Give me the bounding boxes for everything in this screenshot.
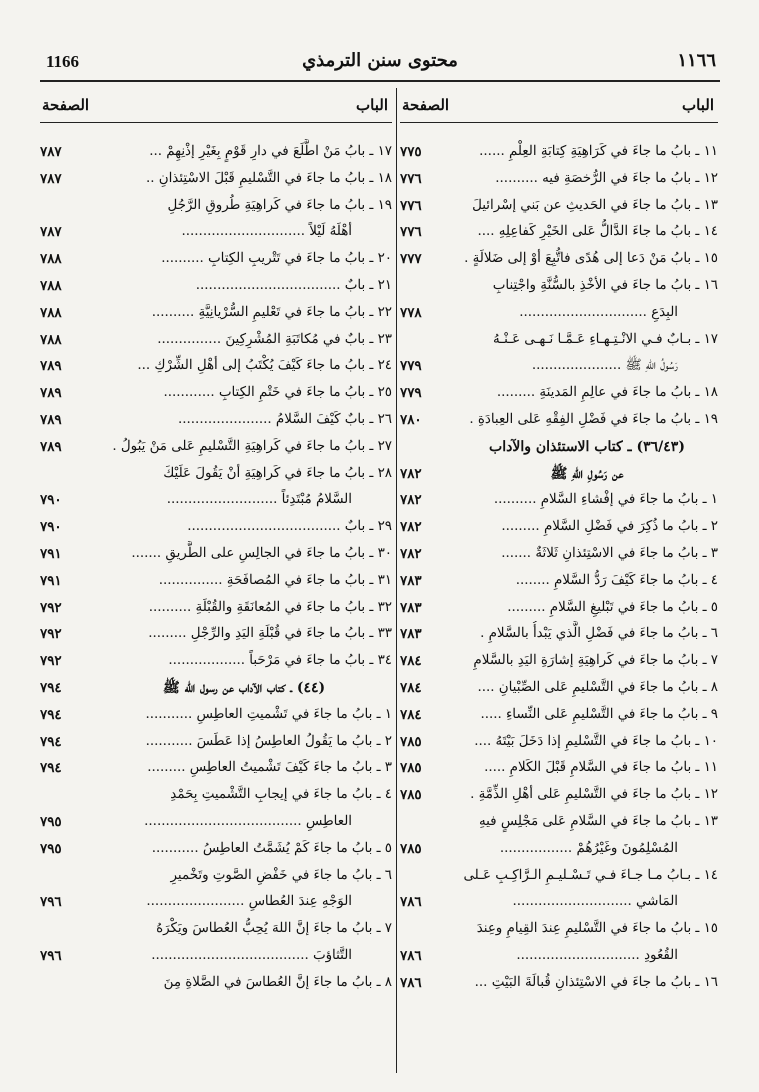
section-heading <box>400 461 718 488</box>
toc-entry <box>40 648 392 675</box>
page-header <box>40 48 720 82</box>
section-heading <box>400 434 718 461</box>
entry-page-number: ٧٨٥ <box>400 760 422 777</box>
toc-entry <box>400 863 718 890</box>
entry-title: ١٥ ـ بابُ ما جاءَ في التَّسْليمِ عِندَ القِيامِ وعِندَ <box>476 921 718 937</box>
toc-entry <box>40 193 392 220</box>
toc-entry <box>40 166 392 193</box>
entry-page-number: ٧٨٩ <box>40 385 62 402</box>
toc-entry <box>40 836 392 863</box>
toc-entry <box>400 514 718 541</box>
entry-title: ١٤ ـ بـابُ مـا جـاءَ فـي تَـسْـليـمِ الـرَّاكِـبِ عَـلى <box>463 867 718 883</box>
entry-page-number: ٧٩٢ <box>40 599 62 616</box>
entry-title: ١٣ ـ بابُ ما جاءَ في السَّلامِ عَلى مَجْلِسٍ فيهِ <box>478 813 718 829</box>
entry-title: ١٢ ـ بابُ ما جاءَ في التَّسْليمِ عَلى أهْلِ الذِّمَّةِ . <box>470 787 718 803</box>
toc-entry <box>40 809 392 836</box>
entry-title: ٣٣ ـ بابُ ما جاءَ في قُبْلَةِ اليَدِ والرِّجْلِ ......... <box>148 626 392 642</box>
toc-entry <box>400 487 718 514</box>
entry-title: ١ ـ بابُ ما جاءَ في تَشْميتِ العاطِسِ ........... <box>145 706 392 722</box>
entry-title: ١٧ ـ بابُ مَنْ اطَّلَعَ في دارِ قَوْمٍ بِغَيْرِ إذْنِهِمْ ... <box>149 144 392 159</box>
entry-title: ٥ ـ بابُ ما جاءَ كَمْ يُشَمَّتُ العاطِسُ ........... <box>151 840 392 856</box>
toc-entry <box>400 889 718 916</box>
entry-page-number: ٧٩٤ <box>40 679 62 696</box>
toc-entry <box>400 782 718 809</box>
column-header-page: الصفحة <box>402 96 450 114</box>
entry-title: ١١ ـ بابُ ما جاءَ في كَرَاهِيَةِ كِتابَةِ العِلْمِ ...... <box>479 144 718 159</box>
toc-entry <box>40 970 392 997</box>
entry-page-number: ٧٩٢ <box>40 653 62 670</box>
toc-entry <box>400 353 718 380</box>
running-title: محتوى سنن الترمذي <box>302 50 458 71</box>
column-header-bab: الباب <box>356 96 388 114</box>
entry-page-number: ٧٨٩ <box>40 438 62 455</box>
entry-title: ٢٨ ـ بابُ ما جاءَ في كَراهِيَةِ أنْ يَقُولَ عَلَيْكَ <box>163 465 392 481</box>
entry-page-number: ٧٧٩ <box>400 358 422 375</box>
entry-page-number: ٧٨٩ <box>40 411 62 428</box>
entry-title: ١٩ ـ بابُ ما جاءَ في فَضْلِ الفِقْهِ عَلى العِبادَةِ . <box>469 411 718 427</box>
right-column-header <box>400 88 718 123</box>
entry-page-number: ٧٧٦ <box>400 197 422 214</box>
toc-entry <box>400 595 718 622</box>
column-header-page: الصفحة <box>42 96 90 114</box>
entry-title: ٨ ـ بابُ ما جاءَ إنَّ العُطاسَ في الصَّلاةِ مِنَ <box>163 974 392 990</box>
entry-page-number: ٧٨٥ <box>400 733 422 750</box>
entry-page-number: ٧٨٧ <box>40 144 62 160</box>
entry-title: المُسْلِمُونَ وغَيْرُهُمْ ................. <box>499 840 678 856</box>
entry-title: العاطِسِ ..................................... <box>144 813 352 829</box>
entry-page-number: ٧٨٣ <box>400 626 422 643</box>
entry-title: السَّلامُ مُبْتَدِئاً .......................... <box>166 492 352 508</box>
entry-page-number: ٧٩٠ <box>40 492 62 509</box>
toc-entry <box>400 916 718 943</box>
toc-entry <box>40 729 392 756</box>
column-header-bab: الباب <box>682 96 714 114</box>
entry-title: (٣٦/٤٣) ـ كتاب الاستئذان والآداب <box>489 438 685 455</box>
entry-page-number: ٧٨٠ <box>400 411 422 428</box>
toc-entry <box>40 407 392 434</box>
toc-entry <box>40 702 392 729</box>
toc-entry <box>400 273 718 300</box>
toc-entry <box>40 916 392 943</box>
entry-title: ٤ ـ بابُ ما جاءَ كَيْفَ رَدُّ السَّلامِ ........ <box>515 572 718 588</box>
entry-page-number: ٧٨٧ <box>40 170 62 187</box>
entry-title: ٣ ـ بابُ ما جاءَ في الاسْتِئذانِ ثَلاثَةٌ ....... <box>501 545 718 561</box>
left-column-header <box>40 88 392 123</box>
toc-entry <box>40 246 392 273</box>
entry-title: ٢٧ ـ بابُ ما جاءَ في كَراهِيَةِ التَّسْليمِ عَلى مَنْ يَبُولُ . <box>112 438 392 454</box>
entry-title: ٢٠ ـ بابُ ما جاءَ في تَتْريبِ الكِتابِ .......... <box>161 251 392 267</box>
entry-title: ١٩ ـ بابُ ما جاءَ في كَراهِيَةِ طُروقِ الرَّجُلِ <box>167 197 392 213</box>
left-entries-list <box>40 139 392 997</box>
toc-entry <box>40 219 392 246</box>
toc-entry <box>400 702 718 729</box>
toc-entry <box>400 836 718 863</box>
entry-title: ٣٠ ـ بابُ ما جاءَ في الجالِسِ على الطَّريقِ ....... <box>131 545 392 561</box>
entry-page-number: ٧٨٢ <box>400 492 422 509</box>
toc-entry <box>40 300 392 327</box>
toc-entry <box>400 568 718 595</box>
entry-page-number: ٧٨٢ <box>400 519 422 536</box>
toc-entry <box>40 889 392 916</box>
entry-title: ٢٦ ـ بابٌ كَيْفَ السَّلامُ ...................... <box>178 411 392 427</box>
entry-page-number: ٧٩٦ <box>40 947 62 964</box>
entry-page-number: ٧٧٥ <box>400 144 422 160</box>
entry-title: ١٢ ـ بابُ ما جاءَ في الرُّخصَةِ فيه .......... <box>495 170 718 186</box>
toc-entry <box>400 648 718 675</box>
entry-page-number: ٧٩٤ <box>40 706 62 723</box>
entry-title: ١٨ ـ بابُ ما جاءَ في عالِمِ المَدينَةِ ......... <box>496 385 718 401</box>
entry-title: ٢٥ ـ بابُ ما جاءَ في خَتْمِ الكِتابِ ............ <box>163 385 392 401</box>
entry-title: ٣ ـ بابُ ما جاءَ كَيْفَ تَشْميتُ العاطِسِ ......... <box>147 760 392 776</box>
toc-entry <box>400 407 718 434</box>
entry-page-number: ٧٩٤ <box>40 760 62 777</box>
entry-title: ٢٢ ـ بابُ ما جاءَ في تَعْليمِ السُّرْيانِيَّةِ .......... <box>151 304 392 320</box>
entry-page-number: ٧٧٧ <box>400 251 422 268</box>
toc-entry <box>40 273 392 300</box>
toc-entry <box>40 327 392 354</box>
entry-title: ٢٩ ـ بابٌ .................................... <box>187 519 392 535</box>
entry-title: ١٦ ـ بابُ ما جاءَ في الاسْتِئذانِ قُبالَةَ البَيْتِ ... <box>474 974 718 990</box>
right-column <box>400 88 718 997</box>
toc-entry <box>400 166 718 193</box>
toc-entry <box>40 461 392 488</box>
toc-entry <box>40 568 392 595</box>
entry-title: ٩ ـ بابُ ما جاءَ في التَّسْليمِ عَلى النِّساءِ ..... <box>480 706 718 722</box>
left-column <box>40 88 392 997</box>
entry-page-number: ٧٩٢ <box>40 626 62 643</box>
entry-title: ١٨ ـ بابُ ما جاءَ في التَّسْليمِ قَبْلَ الاسْتِئذانِ .. <box>145 170 392 186</box>
entry-title: ٢٣ ـ بابٌ في مُكاتَبَةِ المُشْرِكِينَ ............... <box>157 331 392 347</box>
toc-entry <box>40 353 392 380</box>
entry-page-number: ٧٧٦ <box>400 224 422 241</box>
entry-page-number: ٧٨٢ <box>400 465 422 482</box>
entry-title: أهْلَهُ لَيْلاً ............................. <box>181 224 352 240</box>
toc-entry <box>40 943 392 970</box>
entry-title: ٧ ـ بابُ ما جاءَ في كَراهِيَةِ إشارَةِ اليَدِ بالسَّلامِ <box>473 653 718 669</box>
toc-entry <box>400 729 718 756</box>
toc-entry <box>40 139 392 166</box>
toc-entry <box>400 300 718 327</box>
toc-entry <box>400 809 718 836</box>
section-heading <box>40 675 392 702</box>
page-number-arabic: ١١٦٦ <box>677 50 716 71</box>
toc-entry <box>400 219 718 246</box>
toc-entry <box>400 943 718 970</box>
entry-title: التَّثاؤبَ ..................................... <box>151 947 352 963</box>
entry-title: ١٧ ـ بـابٌ فـي الانْـتِـهـاءِ عَـمَّـا نَـهـى عَـنْـهُ <box>493 331 718 347</box>
entry-title: المَاشي ............................ <box>512 894 678 910</box>
entry-title: ٢١ ـ بابٌ .................................. <box>195 277 392 293</box>
entry-title: ٤ ـ بابُ ما جاءَ في إيجابِ التَّشْميتِ بِحَمْدِ <box>170 787 392 803</box>
entry-page-number: ٧٨٧ <box>40 224 62 241</box>
column-divider <box>396 88 397 1073</box>
entry-title: ٣١ ـ بابُ ما جاءَ في المُصافَحَةِ ............... <box>158 572 392 588</box>
toc-entry <box>40 782 392 809</box>
toc-entry <box>400 380 718 407</box>
entry-page-number: ٧٨٤ <box>400 653 422 670</box>
right-entries-list <box>400 139 718 997</box>
entry-page-number: ٧٩١ <box>40 545 62 562</box>
entry-title: عن رَسُولِ اللهِ ﷺ <box>550 465 624 482</box>
entry-page-number: ٧٨٤ <box>400 679 422 696</box>
entry-page-number: ٧٨٥ <box>400 840 422 857</box>
toc-entry <box>40 434 392 461</box>
entry-title: البِدَعِ .............................. <box>519 304 678 320</box>
toc-entry <box>400 327 718 354</box>
toc-entry <box>400 139 718 166</box>
toc-entry <box>40 541 392 568</box>
toc-entry <box>40 514 392 541</box>
entry-page-number: ٧٩٥ <box>40 840 62 857</box>
entry-title: ٧ ـ بابُ ما جاءَ إنَّ اللهَ يُحِبُّ العُطاسَ ويَكْرَهُ <box>156 921 392 937</box>
entry-title: ٦ ـ بابُ ما جاءَ في فَضْلِ الَّذي يَبْدأُ بالسَّلامِ . <box>480 626 718 642</box>
toc-entry <box>400 193 718 220</box>
entry-title: ٢ ـ بابُ ما يَقُولُ العاطِسُ إذا عَطَسَ ........... <box>145 733 392 749</box>
toc-entry <box>40 595 392 622</box>
entry-page-number: ٧٧٨ <box>400 304 422 321</box>
toc-entry <box>40 863 392 890</box>
entry-page-number: ٧٧٦ <box>400 170 422 187</box>
entry-page-number: ٧٨٨ <box>40 331 62 348</box>
entry-title: ٥ ـ بابُ ما جاءَ في تَبْليغِ السَّلامِ ......... <box>507 599 718 615</box>
entry-title: ٢ ـ بابُ ما ذُكِرَ في فَضْلِ السَّلامِ ......... <box>501 519 718 535</box>
entry-title: القُعُودِ ............................. <box>516 947 678 963</box>
entry-page-number: ٧٩١ <box>40 572 62 589</box>
toc-entry <box>400 541 718 568</box>
entry-page-number: ٧٨٨ <box>40 277 62 294</box>
entry-title: ٣٤ ـ بابُ ما جاءَ في مَرْحَباً .................. <box>168 653 392 669</box>
toc-entry <box>400 675 718 702</box>
entry-page-number: ٧٨٥ <box>400 787 422 804</box>
entry-page-number: ٧٩٦ <box>40 894 62 911</box>
entry-page-number: ٧٨٢ <box>400 545 422 562</box>
entry-title: ١٤ ـ بابُ ما جاءَ الدَّالُّ عَلى الخَيْرِ كَفاعِلِهِ .... <box>477 224 718 240</box>
entry-title: ١٦ ـ بابُ ما جاءَ في الأخْذِ بالسُّنَّةِ واجْتِنابِ <box>492 277 718 293</box>
entry-page-number: ٧٧٩ <box>400 385 422 402</box>
entry-title: ٦ ـ بابُ ما جاءَ في خَفْضِ الصَّوتِ وتَخْميرِ <box>170 867 392 883</box>
page-number-latin: 1166 <box>46 52 80 71</box>
entry-page-number: ٧٨٨ <box>40 251 62 268</box>
entry-page-number: ٧٩٥ <box>40 813 62 830</box>
toc-entry <box>40 487 392 514</box>
entry-page-number: ٧٨٣ <box>400 572 422 589</box>
toc-entry <box>40 621 392 648</box>
toc-entry <box>400 246 718 273</box>
toc-entry <box>40 755 392 782</box>
entry-title: ٢٤ ـ بابُ ما جاءَ كَيْفَ يُكْتَبُ إلى أهْلِ الشِّرْكِ ... <box>137 358 392 374</box>
entry-page-number: ٧٨٦ <box>400 974 422 991</box>
entry-title: ٣٢ ـ بابُ ما جاءَ في المُعانَقَةِ والقُبْلَةِ .......... <box>148 599 392 615</box>
entry-title: ١٥ ـ بابُ مَنْ دَعا إلى هُدًى فاتُّبِعَ أوْ إلى ضَلالَةٍ . <box>464 251 718 267</box>
entry-title: ١٠ ـ بابُ ما جاءَ في التَّسْليمِ إذا دَخَلَ بَيْتَهُ .... <box>474 733 718 749</box>
entry-page-number: ٧٨٦ <box>400 894 422 911</box>
entry-title: ٨ ـ بابُ ما جاءَ في التَّسْليمِ عَلى الصِّبْيانِ .... <box>477 679 718 695</box>
entry-title: رَسُولُ اللهِ ﷺ ..................... <box>531 358 678 374</box>
entry-title: الوَجْهِ عِندَ العُطاسِ ....................... <box>146 894 352 910</box>
entry-title: ١٣ ـ بابُ ما جاءَ في الحَديثِ عن بَني إسْرائيلَ <box>472 197 718 213</box>
entry-page-number: ٧٨٨ <box>40 304 62 321</box>
entry-page-number: ٧٨٤ <box>400 706 422 723</box>
entry-page-number: ٧٩٤ <box>40 733 62 750</box>
toc-entry <box>400 755 718 782</box>
toc-entry <box>400 621 718 648</box>
entry-page-number: ٧٨٣ <box>400 599 422 616</box>
entry-title: ١١ ـ بابُ ما جاءَ في السَّلامِ قَبْلَ الكَلامِ ..... <box>484 760 718 776</box>
entry-title: (٤٤) ـ كتاب الآداب عن رسول الله ﷺ <box>162 679 326 696</box>
entry-page-number: ٧٨٦ <box>400 947 422 964</box>
entry-page-number: ٧٨٩ <box>40 358 62 375</box>
entry-page-number: ٧٩٠ <box>40 519 62 536</box>
toc-entry <box>40 380 392 407</box>
toc-entry <box>400 970 718 997</box>
entry-title: ١ ـ بابُ ما جاءَ في إفْشاءِ السَّلامِ .......... <box>493 492 718 508</box>
